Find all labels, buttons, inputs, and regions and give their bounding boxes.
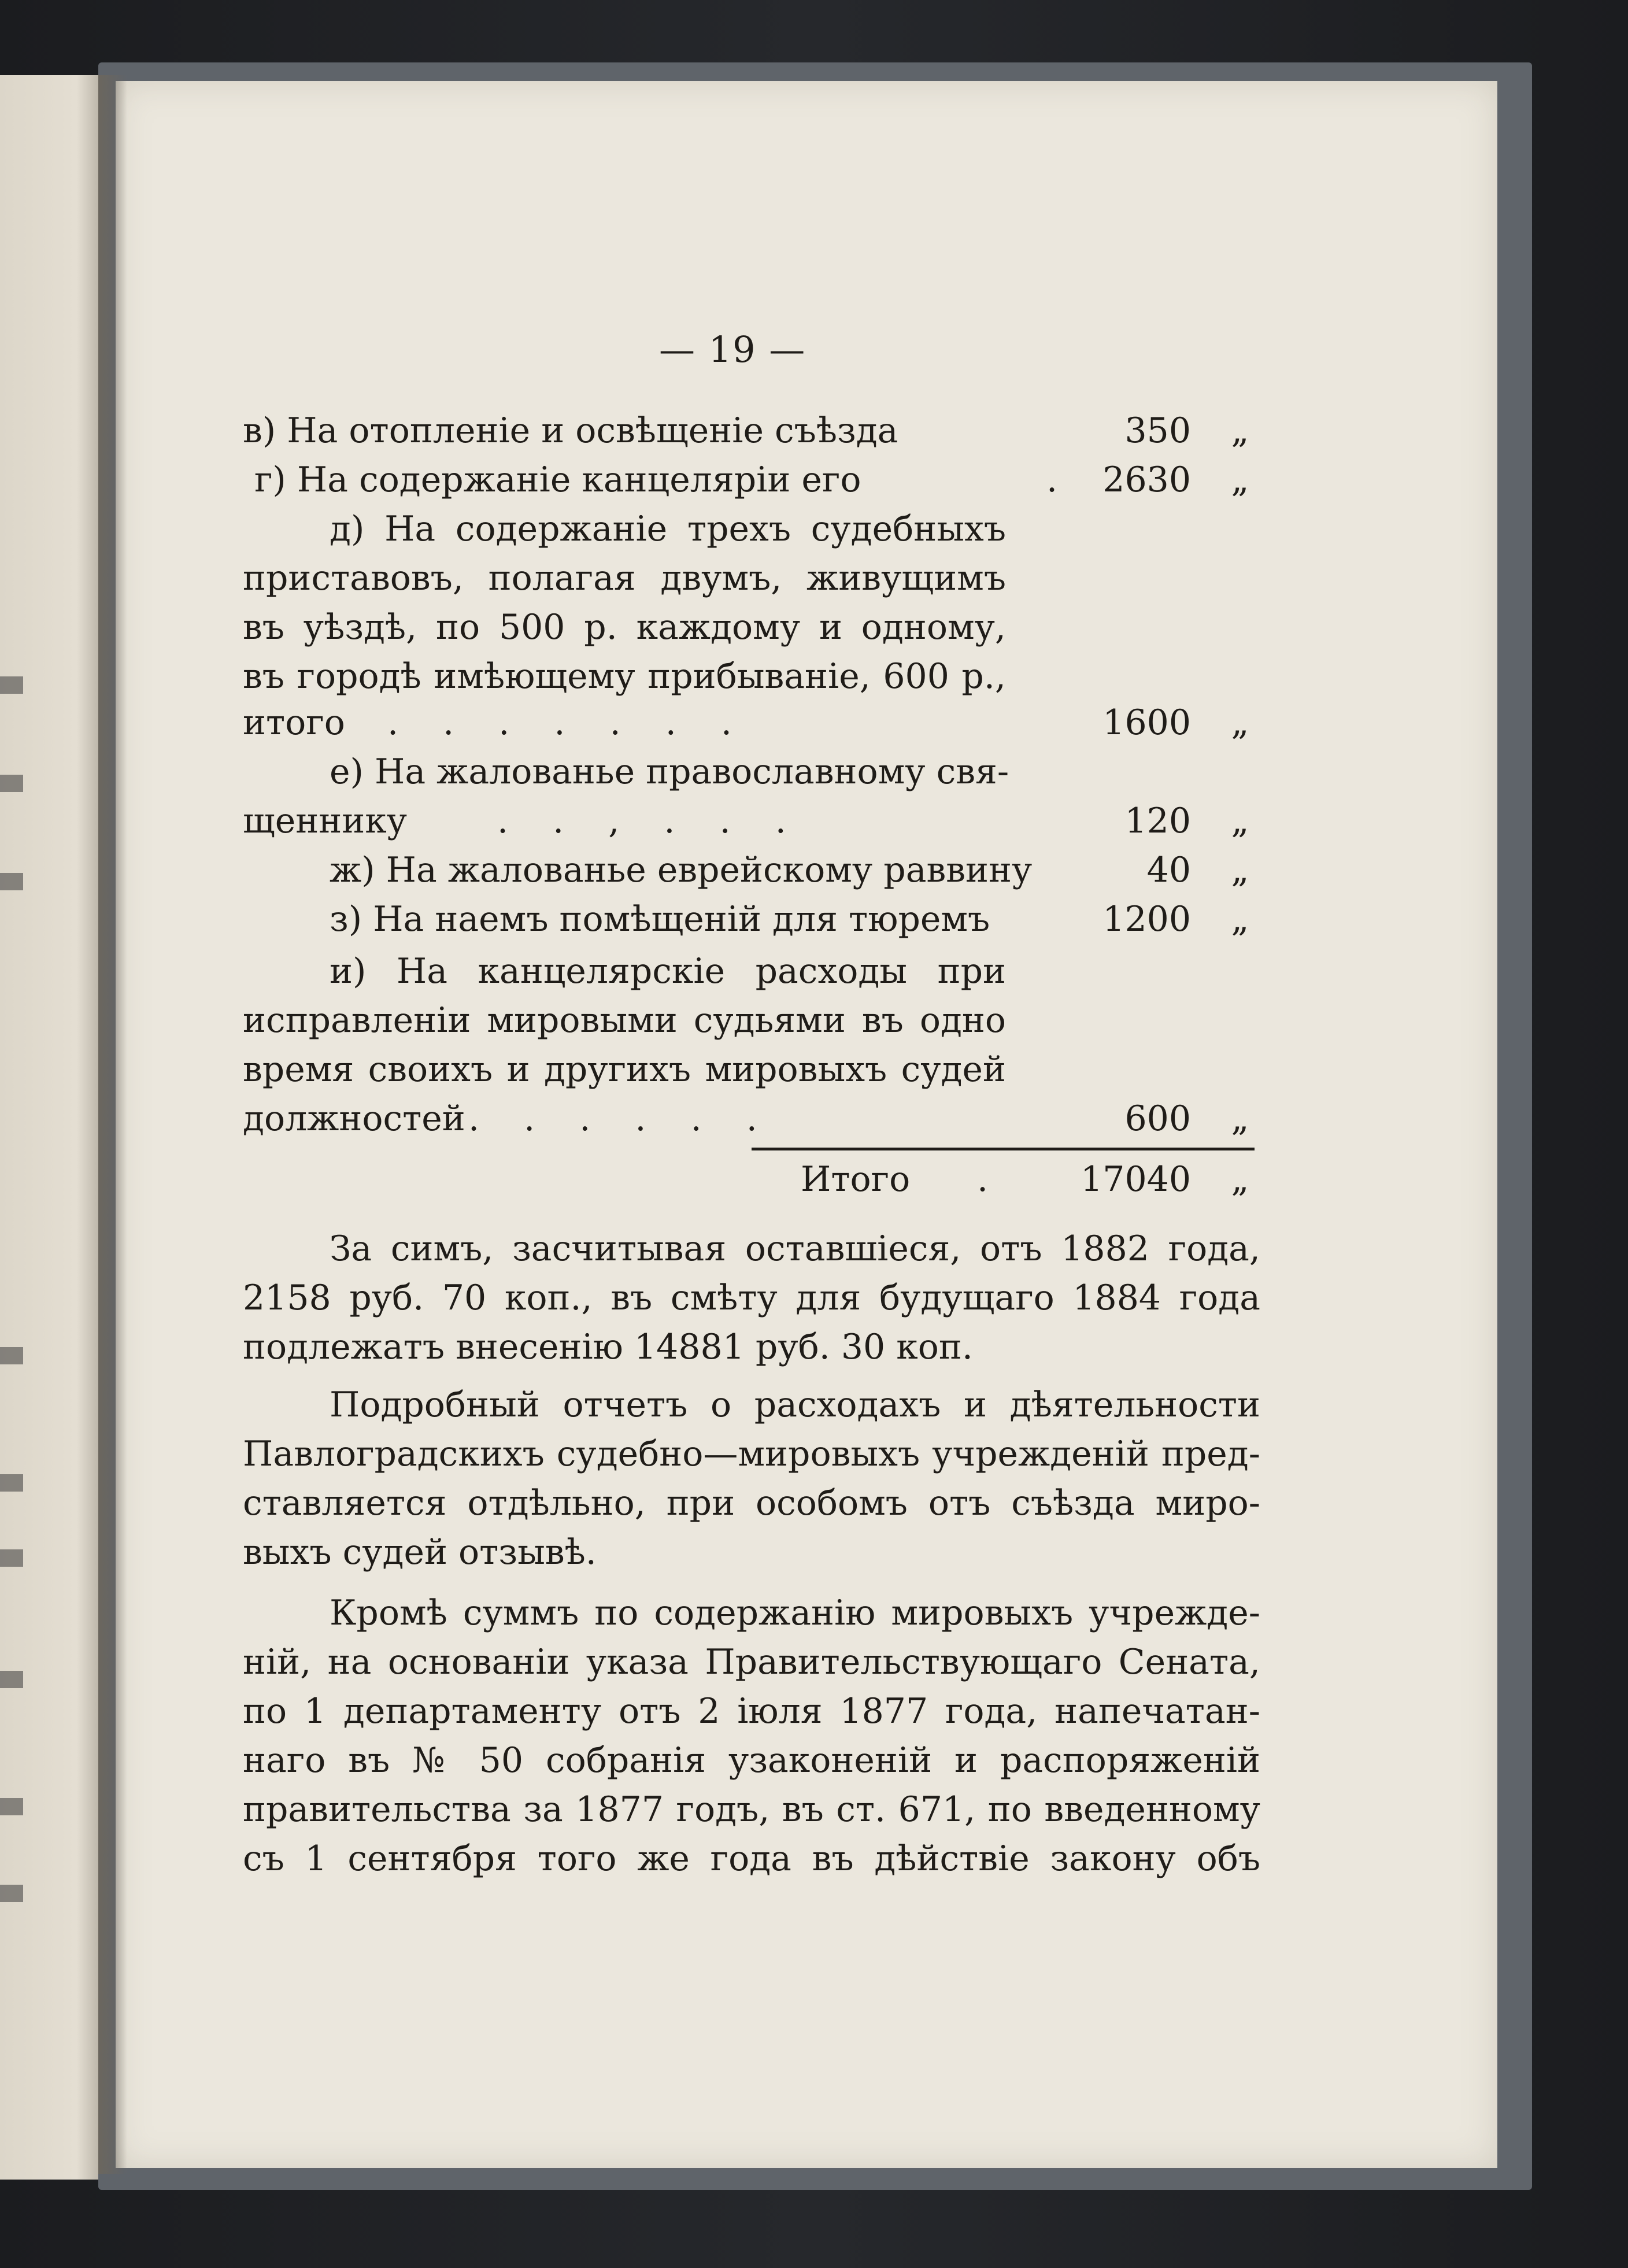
paragraph-line: ній, на основаніи указа Правительствующаго Сената, xyxy=(243,1642,1260,1682)
item-text-line: д) На содержаніе трехъ судебныхъ xyxy=(330,509,1006,549)
ditto-mark: „ xyxy=(1231,801,1249,841)
ditto-mark: „ xyxy=(1231,460,1249,500)
item-amount: 1200 xyxy=(1102,899,1191,939)
expense-item xyxy=(243,801,1260,845)
item-label: итого xyxy=(243,702,345,743)
paragraph-line: выхъ судей отзывѣ. xyxy=(243,1532,597,1573)
paragraph-line: съ 1 сентября того же года въ дѣйствіе закону объ xyxy=(243,1838,1260,1879)
item-label: должностей xyxy=(243,1098,465,1139)
item-text-line: и) На канцелярскіе расходы при xyxy=(330,951,1006,991)
page-number: — 19 — xyxy=(659,328,806,371)
spine-shadow xyxy=(98,75,127,2174)
paragraph-line: За симъ, засчитывая оставшіеся, отъ 1882 года, xyxy=(330,1229,1260,1269)
paragraph-line: Кромѣ суммъ по содержанію мировыхъ учрежде- xyxy=(330,1593,1260,1633)
expense-item xyxy=(243,850,1260,894)
item-label: в) На отопленіе и освѣщеніе съѣзда xyxy=(243,410,898,451)
item-amount: 600 xyxy=(1124,1098,1191,1139)
item-text-line: исправленіи мировыми судьями въ одно xyxy=(243,1000,1006,1041)
paragraph-line: по 1 департаменту отъ 2 іюля 1877 года, напечатан- xyxy=(243,1691,1260,1731)
item-label: з) На наемъ помѣщеній для тюремъ xyxy=(330,899,990,939)
item-amount: 2630 xyxy=(1102,460,1191,500)
ditto-mark: „ xyxy=(1231,410,1249,451)
paragraph-line: 2158 руб. 70 коп., въ смѣту для будущаго 1884 года xyxy=(243,1278,1260,1318)
expense-item xyxy=(243,702,1260,747)
paragraph-line: Павлоградскихъ судебно—мировыхъ учрежденій пред- xyxy=(243,1434,1260,1474)
item-text-line: е) На жалованье православному свя- xyxy=(330,752,1009,792)
item-amount: 40 xyxy=(1146,850,1191,890)
total-amount: 17040 xyxy=(1081,1159,1191,1200)
item-dots: . . . . . . xyxy=(468,1098,757,1139)
item-dots: . . . . . . . xyxy=(387,702,732,743)
item-amount: 350 xyxy=(1124,410,1191,451)
item-text-line: время своихъ и другихъ мировыхъ судей xyxy=(243,1049,1006,1090)
expense-item xyxy=(243,899,1260,944)
expense-item xyxy=(243,460,1260,504)
total-rule xyxy=(752,1148,1255,1150)
paragraph-line: ставляется отдѣльно, при особомъ отъ съѣзда миро- xyxy=(243,1483,1260,1523)
item-dots: . xyxy=(1046,460,1058,500)
paragraph-line: Подробный отчетъ о расходахъ и дѣятельности xyxy=(330,1385,1260,1425)
ditto-mark: „ xyxy=(1231,1159,1249,1200)
ditto-mark: „ xyxy=(1231,702,1249,743)
expense-item xyxy=(243,1098,1260,1143)
ditto-mark: „ xyxy=(1231,899,1249,939)
paragraph-line: наго въ № 50 собранія узаконеній и распоряженій xyxy=(243,1740,1260,1781)
total-label: Итого xyxy=(801,1159,911,1200)
item-amount: 120 xyxy=(1124,801,1191,841)
item-text-line: въ уѣздѣ, по 500 р. каждому и одному, xyxy=(243,607,1006,648)
total-dots: . xyxy=(977,1159,989,1200)
item-dots: . . , . . . xyxy=(497,801,786,841)
item-amount: 1600 xyxy=(1102,702,1191,743)
total-row xyxy=(243,1159,1260,1204)
item-text-line: въ городѣ имѣющему прибываніе, 600 р., xyxy=(243,656,1006,697)
item-label: г) На содержаніе канцеляріи его xyxy=(254,460,861,500)
ditto-mark: „ xyxy=(1231,1098,1249,1139)
paragraph-line: правительства за 1877 годъ, въ ст. 671, по введенному xyxy=(243,1789,1260,1830)
item-label: ж) На жалованье еврейскому раввину xyxy=(330,850,1033,890)
expense-item xyxy=(243,410,1260,455)
ditto-mark: „ xyxy=(1231,850,1249,890)
paragraph-line: подлежатъ внесенію 14881 руб. 30 коп. xyxy=(243,1327,973,1367)
facing-page-edge xyxy=(0,75,110,2180)
item-text-line: приставовъ, полагая двумъ, живущимъ xyxy=(243,558,1006,598)
item-label: щеннику xyxy=(243,801,408,841)
